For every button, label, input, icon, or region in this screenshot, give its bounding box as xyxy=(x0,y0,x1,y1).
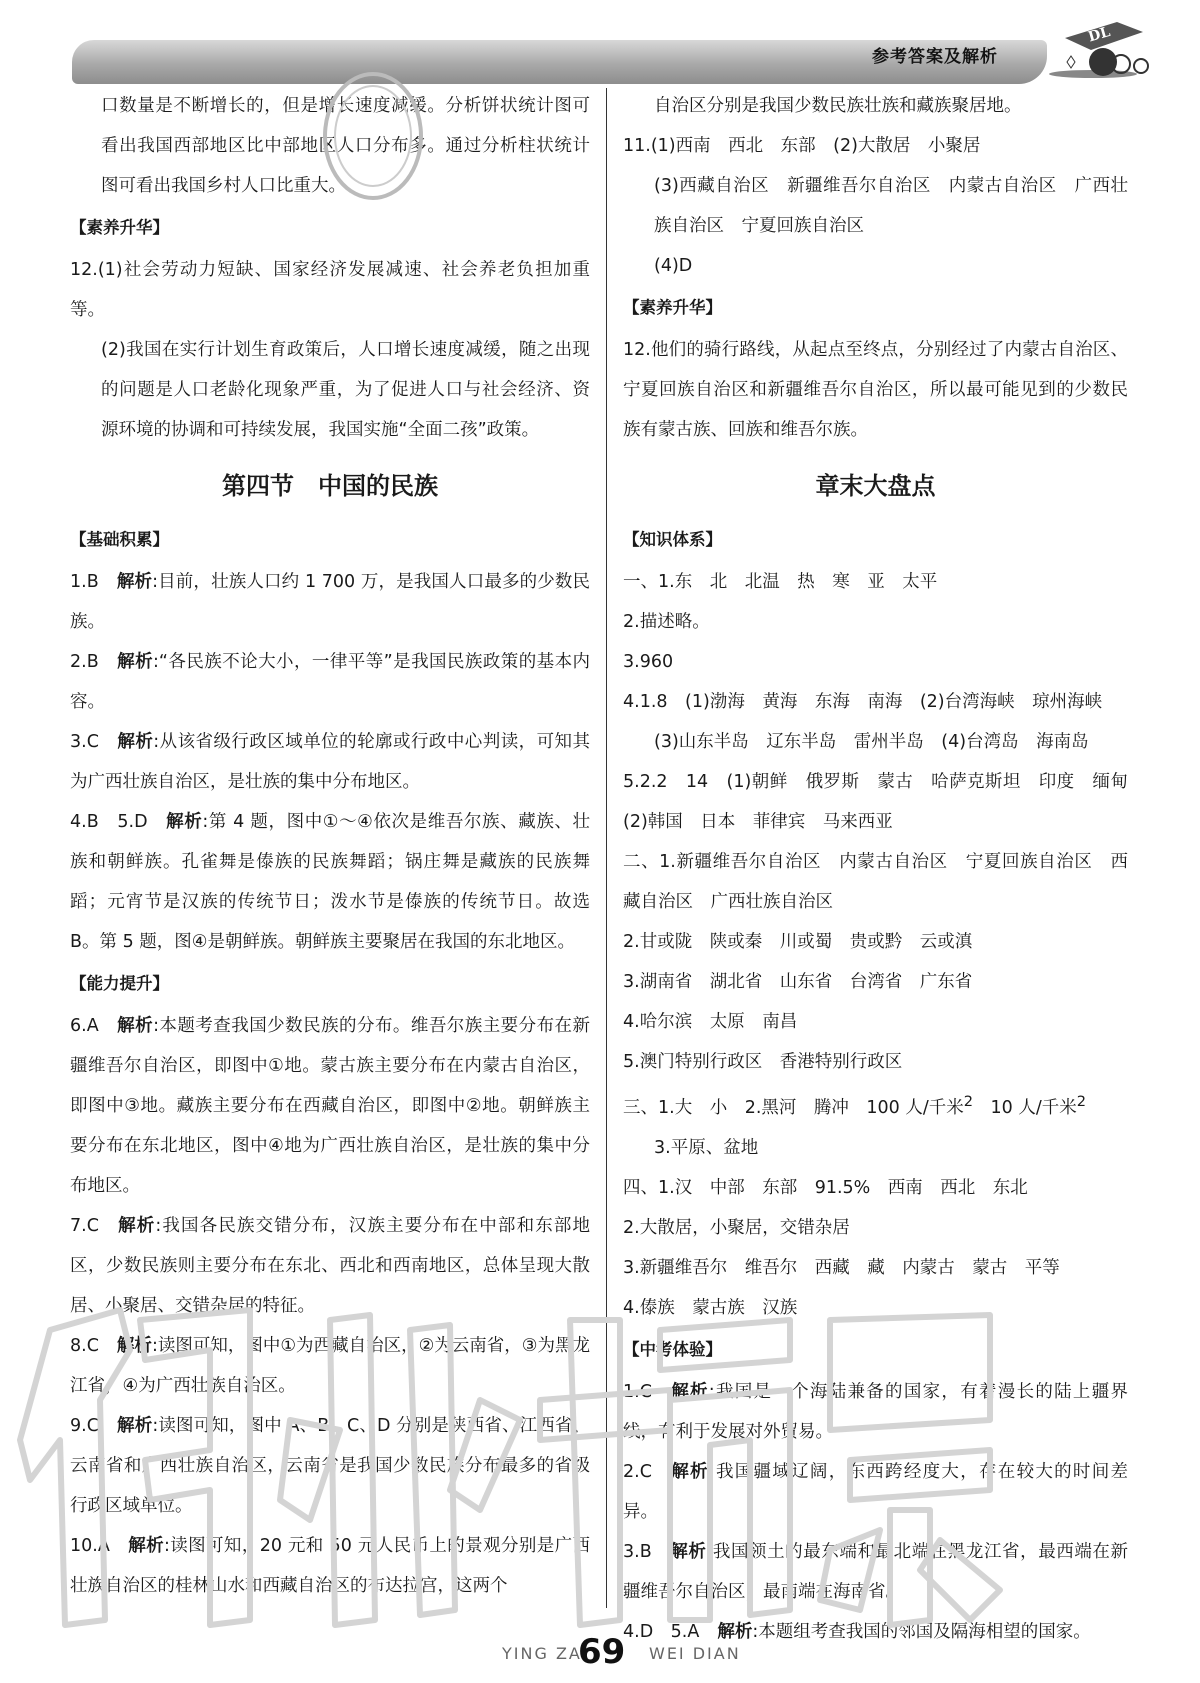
analysis-text: :我国领土的最东端和最北端在黑龙江省，最西端在新疆维吾尔自治区，最南端在海南省。 xyxy=(623,1541,1128,1602)
answer-q1 xyxy=(70,562,590,642)
s1-sup-2: 2 xyxy=(1076,1093,1087,1110)
analysis-text: :第 4 题，图中①～④依次是维吾尔族、藏族、壮族和朝鲜族。孔雀舞是傣族的民族舞蹈；锅庄舞是藏族的民族舞蹈；元宵节是汉族的传统节日；泼水节是傣族的传统节日。故选 B。第 5 题，图④是朝鲜族。朝鲜族主要聚居在我国的东北地区。 xyxy=(70,812,591,952)
analysis-label: 解析 xyxy=(127,1536,164,1556)
answer-q11-4: (4)D xyxy=(654,256,693,276)
analysis-label: 解析 xyxy=(116,732,154,752)
analysis-label: 解析 xyxy=(669,1541,707,1562)
knowledge-e4: 4.哈尔滨 太原 南昌 xyxy=(623,1012,798,1032)
tag-jichu: 【基础积累】 xyxy=(70,530,169,549)
tag-suyang-right: 【素养升华】 xyxy=(623,298,722,317)
column-divider xyxy=(606,88,607,1608)
exam-q2 xyxy=(623,1452,1128,1532)
footer xyxy=(0,1632,1200,1672)
analysis-label: 解析 xyxy=(669,1381,709,1402)
answer-q7 xyxy=(70,1206,590,1326)
answer-key: 7.C xyxy=(70,1216,99,1236)
intro-paragraph: 口数量是不断增长的，但是增长速度减缓。分析饼状统计图可看出我国西部地区比中部地区人口分布多。通过分析柱状统计图可看出我国乡村人口比重大。 xyxy=(101,96,590,196)
s1-text: 三、1.大 小 2.黑河 腾冲 100 人/千米 xyxy=(623,1097,964,1118)
knowledge-s3: 3.平原、盆地 xyxy=(654,1137,759,1158)
answer-key: 9.C xyxy=(70,1416,99,1436)
knowledge-2: 2.描述略。 xyxy=(623,612,710,632)
analysis-text: :我国疆域辽阔，东西跨经度大，存在较大的时间差异。 xyxy=(623,1461,1129,1522)
answer-key: 4.D 5.A xyxy=(623,1621,700,1642)
answer-q11-3: (3)西藏自治区 新疆维吾尔自治区 内蒙古自治区 广西壮族自治区 宁夏回族自治区 xyxy=(654,176,1128,236)
knowledge-f4: 4.傣族 蒙古族 汉族 xyxy=(623,1297,798,1318)
analysis-label: 解析 xyxy=(116,1416,153,1436)
knowledge-s1 xyxy=(623,1082,1128,1128)
analysis-label: 解析 xyxy=(116,1336,152,1356)
answer-q2 xyxy=(70,642,590,722)
analysis-text: :“各民族不论大小，一律平等”是我国民族政策的基本内容。 xyxy=(70,652,591,712)
knowledge-5: 5.2.2 14 (1)朝鲜 俄罗斯 蒙古 哈萨克斯坦 印度 缅甸 (2)韩国 日本 菲律宾 马来西亚 xyxy=(623,772,1146,832)
tag-zhongkao: 【中考体验】 xyxy=(623,1339,722,1359)
answer-key: 2.B xyxy=(70,652,99,672)
answer-key: 6.A xyxy=(70,1016,99,1036)
analysis-text: :我国各民族交错分布，汉族主要分布在中部和东部地区，少数民族则主要分布在东北、西北和西南地区，总体呈现大散居、小聚居、交错杂居的特征。 xyxy=(70,1216,591,1316)
tag-nengli: 【能力提升】 xyxy=(70,974,169,993)
footer-left-text: YING ZAI xyxy=(502,1644,589,1663)
knowledge-e5: 5.澳门特别行政区 香港特别行政区 xyxy=(623,1052,903,1072)
right-column xyxy=(623,86,1146,1652)
knowledge-4b: (3)山东半岛 辽东半岛 雷州半岛 (4)台湾岛 海南岛 xyxy=(654,732,1089,752)
analysis-label: 解析 xyxy=(116,1016,154,1036)
svg-text:DL: DL xyxy=(1086,23,1113,46)
knowledge-1: 一、1.东 北 北温 热 寒 亚 太平 xyxy=(623,572,938,592)
analysis-label: 解析 xyxy=(165,812,203,832)
analysis-label: 解析 xyxy=(116,1216,156,1236)
exam-q1 xyxy=(623,1372,1128,1452)
analysis-text: :目前，壮族人口约 1 700 万，是我国人口最多的少数民族。 xyxy=(70,572,591,632)
answer-q10 xyxy=(70,1526,590,1606)
analysis-label: 解析 xyxy=(116,652,154,672)
knowledge-e3: 3.湖南省 湖北省 山东省 台湾省 广东省 xyxy=(623,972,973,992)
analysis-label: 解析 xyxy=(669,1461,709,1482)
analysis-text: :读图可知，20 元和 50 元人民币上的景观分别是广西壮族自治区的桂林山水和西藏自治区的布达拉宫，这两个 xyxy=(70,1536,591,1596)
answer-key: 8.C xyxy=(70,1336,99,1356)
answer-key: 1.B xyxy=(70,572,99,592)
page-number: 69 xyxy=(578,1632,626,1672)
header-logo-icon xyxy=(1045,10,1180,90)
answer-q11-1: 11.(1)西南 西北 东部 (2)大散居 小聚居 xyxy=(623,136,981,156)
analysis-label: 解析 xyxy=(116,572,153,592)
analysis-text: :我国是一个海陆兼备的国家，有着漫长的陆上疆界线，有利于发展对外贸易。 xyxy=(623,1381,1129,1442)
knowledge-3: 3.960 xyxy=(623,652,674,672)
knowledge-f3: 3.新疆维吾尔 维吾尔 西藏 藏 内蒙古 蒙古 平等 xyxy=(623,1257,1060,1278)
q12-part1: 12.(1)社会劳动力短缺、国家经济发展减速、社会养老负担加重等。 xyxy=(70,260,590,320)
footer-right-text: WEI DIAN xyxy=(649,1644,741,1663)
answer-key: 3.B xyxy=(623,1541,652,1562)
tag-suyang-left: 【素养升华】 xyxy=(70,218,169,237)
section-title-review: 章末大盘点 xyxy=(815,471,936,500)
analysis-text: :读图可知，图中①为西藏自治区，②为云南省，③为黑龙江省，④为广西壮族自治区。 xyxy=(70,1336,590,1396)
answer-q8 xyxy=(70,1326,590,1406)
q12-part2: (2)我国在实行计划生育政策后，人口增长速度减缓，随之出现的问题是人口老龄化现象严重，为了促进人口与社会经济、资源环境的协调和可持续发展，我国实施“全面二孩”政策。 xyxy=(101,340,590,440)
knowledge-e1: 二、1.新疆维吾尔自治区 内蒙古自治区 宁夏回族自治区 西藏自治区 广西壮族自治区 xyxy=(623,852,1128,912)
answer-q12-right: 12.他们的骑行路线，从起点至终点，分别经过了内蒙古自治区、宁夏回族自治区和新疆维吾尔自治区，所以最可能见到的少数民族有蒙古族、回族和维吾尔族。 xyxy=(623,340,1128,440)
answer-q4-5 xyxy=(70,802,590,962)
left-column xyxy=(70,86,590,1606)
s1-text-2: 10 人/千米 xyxy=(973,1097,1077,1118)
s1-sup: 2 xyxy=(963,1093,974,1110)
answer-q3 xyxy=(70,722,590,802)
analysis-text: :从该省级行政区域单位的轮廓或行政中心判读，可知其为广西壮族自治区，是壮族的集中分布地区。 xyxy=(70,732,590,792)
knowledge-4a: 4.1.8 (1)渤海 黄海 东海 南海 (2)台湾海峡 琼州海峡 xyxy=(623,692,1103,712)
knowledge-e2: 2.甘或陇 陕或秦 川或蜀 贵或黔 云或滇 xyxy=(623,932,973,952)
answer-key: 4.B 5.D xyxy=(70,812,148,832)
header-title: 参考答案及解析 xyxy=(872,47,998,67)
answer-key: 1.C xyxy=(623,1381,652,1402)
q10-continuation: 自治区分别是我国少数民族壮族和藏族聚居地。 xyxy=(654,96,1022,116)
analysis-label: 解析 xyxy=(717,1621,753,1642)
answer-q9 xyxy=(70,1406,590,1526)
section-title-ethnic: 第四节 中国的民族 xyxy=(222,471,438,500)
exam-q3 xyxy=(623,1532,1128,1612)
analysis-text: :读图可知，图中 A、B、C、D 分别是陕西省、江西省、云南省和广西壮族自治区，云南省是我国少数民族分布最多的省级行政区域单位。 xyxy=(70,1416,590,1516)
answer-q6 xyxy=(70,1006,590,1206)
analysis-text: :本题组考查我国的邻国及隔海相望的国家。 xyxy=(752,1621,1091,1642)
knowledge-f2: 2.大散居，小聚居，交错杂居 xyxy=(623,1217,850,1238)
knowledge-f1: 四、1.汉 中部 东部 91.5% 西南 西北 东北 xyxy=(623,1177,1028,1198)
analysis-text: :本题考查我国少数民族的分布。维吾尔族主要分布在新疆维吾尔自治区，即图中①地。蒙古族主要分布在内蒙古自治区，即图中③地。藏族主要分布在西藏自治区，即图中②地。朝鲜族主要分布在东北地区，图中④地为广西壮族自治区，是壮族的集中分布地区。 xyxy=(70,1016,590,1196)
answer-key: 3.C xyxy=(70,732,99,752)
answer-key: 2.C xyxy=(623,1461,652,1482)
answer-key: 10.A xyxy=(70,1536,110,1556)
tag-zhishi: 【知识体系】 xyxy=(623,530,722,549)
